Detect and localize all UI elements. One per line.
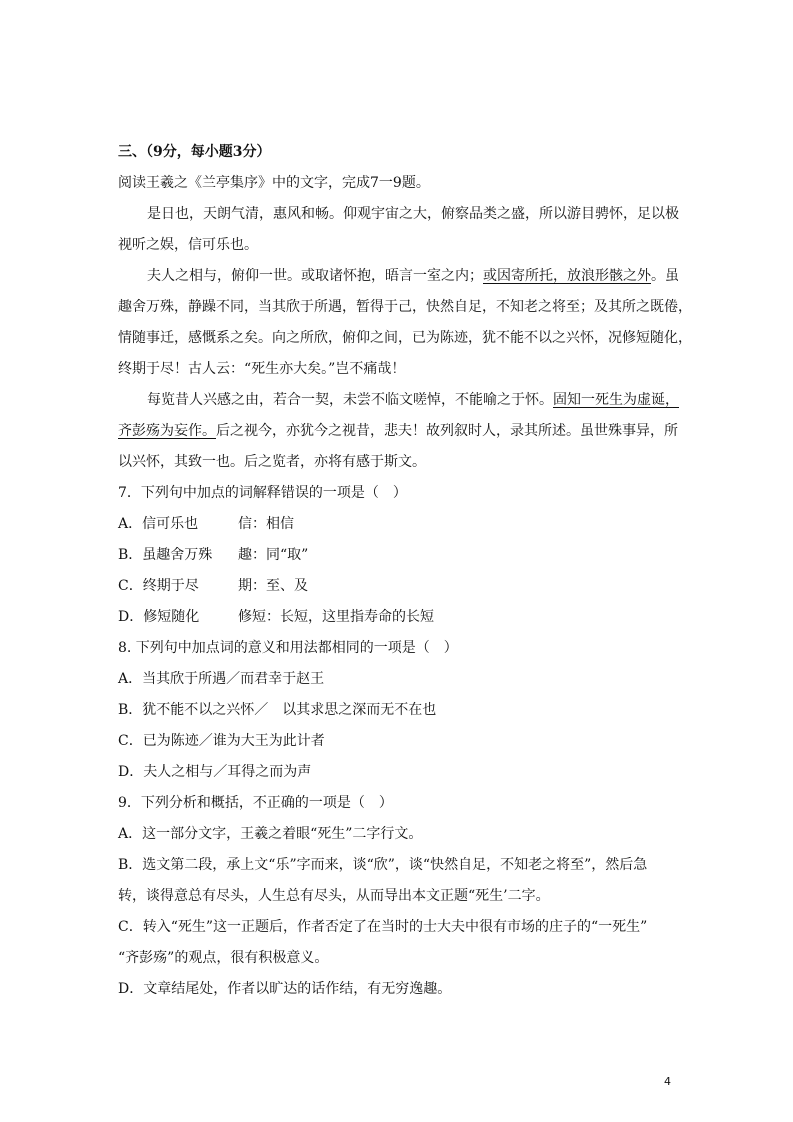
option-explanation: 趣：同“取” [238, 547, 309, 563]
question-7-stem: 7．下列句中加点的词解释错误的一项是（ ） [118, 485, 407, 501]
question-7-option-c [118, 576, 308, 596]
section-heading: 三、（9分，每小题3分） [118, 144, 271, 160]
passage-p3-line1 [147, 390, 679, 410]
option-explanation: 期：至、及 [238, 578, 308, 594]
page-number: 4 [664, 1075, 671, 1088]
passage-text: 每览昔人兴感之由，若合一契，未尝不临文嗟悼，不能喻之于怀。 [147, 392, 553, 408]
underlined-sentence: 或因寄所托，放浪形骸之外 [483, 268, 651, 284]
passage-p1-line2: 视听之娱，信可乐也。 [118, 237, 258, 253]
question-8-stem: 8. 下列句中加点词的意义和用法都相同的一项是（ ） [118, 640, 458, 656]
option-sentence: D．修短随化 [118, 609, 200, 625]
question-9-option-a: A．这一部分文字，王羲之着眼“死生”二字行文。 [118, 826, 423, 842]
section-intro: 阅读王羲之《兰亭集序》中的文字，完成7一9题。 [118, 175, 430, 191]
option-explanation: 修短：长短，这里指寿命的长短 [238, 609, 434, 625]
underlined-sentence: 固知一死生为虚诞， [553, 392, 679, 408]
passage-p1-line1: 是日也，天朗气清，惠风和畅。仰观宇宙之大，俯察品类之盛，所以游目骋怀，足以极 [147, 206, 679, 222]
question-9-option-d: D．文章结尾处，作者以旷达的话作结，有无穷逸趣。 [118, 981, 452, 997]
question-7-option-a [118, 514, 294, 534]
question-9-option-b-line1: B．选文第二段，承上文“乐”字而来，谈“欣”，谈“快然自足，不知老之将至”，然后急 [118, 857, 648, 873]
option-sentence: C．终期于尽 [118, 578, 199, 594]
question-9-option-c-line1: C．转入“死生”这一正题后，作者否定了在当时的士大夫中很有市场的庄子的“一死生” [118, 919, 648, 935]
passage-p2-line1 [147, 266, 679, 286]
question-8-option-a: A．当其欣于所遇／而君幸于赵王 [118, 671, 325, 687]
question-8-option-d: D．夫人之相与／耳得之而为声 [118, 764, 312, 780]
question-9-option-b-line2: 转，谈得意总有尽头，人生总有尽头，从而导出本文正题“死生’二字。 [118, 888, 550, 904]
passage-p3-line3: 以兴怀，其致一也。后之览者，亦将有感于斯文。 [118, 454, 426, 470]
question-8-option-b: B．犹不能不以之兴怀／ 以其求思之深而无不在也 [118, 702, 437, 718]
passage-p3-line2 [118, 421, 678, 441]
passage-p2-line3: 情随事迁，感慨系之矣。向之所欣，俯仰之间，已为陈迹，犹不能不以之兴怀，况修短随化， [118, 330, 692, 346]
question-7-option-d [118, 607, 434, 627]
option-sentence: A．信可乐也 [118, 516, 199, 532]
passage-p2-line4: 终期于尽！古人云：“死生亦大矣。”岂不痛哉！ [118, 361, 406, 377]
question-8-option-c: C．已为陈迹／谁为大王为此计者 [118, 733, 325, 749]
passage-p2-line2: 趣舍万殊，静躁不同，当其欣于所遇，暂得于己，快然自足，不知老之将至；及其所之既倦， [118, 299, 692, 315]
passage-text: 。虽 [651, 268, 679, 284]
passage-text: 夫人之相与，俯仰一世。或取诸怀抱，晤言一室之内； [147, 268, 483, 284]
passage-text: 后之视今，亦犹今之视昔，悲夫！故列叙时人，录其所述。虽世殊事异，所 [216, 423, 678, 439]
option-explanation: 信：相信 [238, 516, 294, 532]
question-7-option-b [118, 545, 308, 565]
underlined-sentence: 齐彭殇为妄作。 [118, 423, 216, 439]
question-9-option-c-line2: “齐彭殇”的观点，很有积极意义。 [118, 950, 329, 966]
question-9-stem: 9．下列分析和概括，不正确的一项是（ ） [118, 795, 393, 811]
option-sentence: B．虽趣舍万殊 [118, 547, 213, 563]
